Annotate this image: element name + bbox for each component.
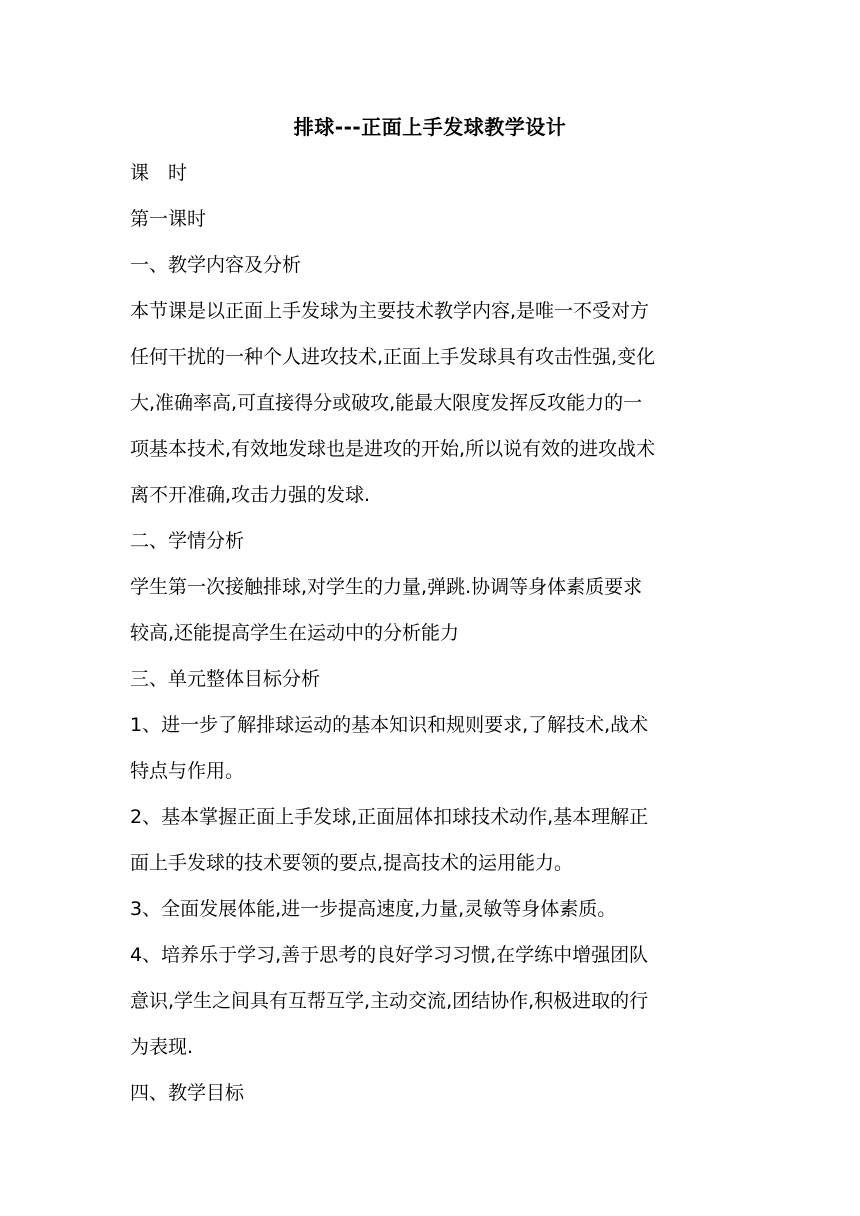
section-heading-content-analysis: 一、教学内容及分析 [130, 254, 302, 276]
paragraph-line: 2、基本掌握正面上手发球,正面屈体扣球技术动作,基本理解正 [130, 806, 649, 828]
document-page [130, 112, 730, 1116]
paragraph-line: 本节课是以正面上手发球为主要技术教学内容,是唯一不受对方 [130, 300, 650, 322]
section-heading-unit-goals: 三、单元整体目标分析 [130, 668, 321, 690]
lesson-period-label: 课 时 [130, 162, 188, 184]
paragraph-line: 4、培养乐于学习,善于思考的良好学习习惯,在学练中增强团队 [130, 944, 649, 966]
unit-goal-1 [130, 702, 730, 794]
paragraph-line: 大,准确率高,可直接得分或破攻,能最大限度发挥反攻能力的一 [130, 392, 643, 414]
paragraph-line: 意识,学生之间具有互帮互学,主动交流,团结协作,积极进取的行 [130, 990, 649, 1012]
lesson-period-value: 第一课时 [130, 208, 207, 230]
student-analysis-paragraph [130, 564, 730, 656]
paragraph-line: 任何干扰的一种个人进攻技术,正面上手发球具有攻击性强,变化 [130, 346, 656, 368]
unit-goal-4 [130, 932, 730, 1070]
paragraph-line: 为表现. [130, 1036, 194, 1058]
paragraph-line: 项基本技术,有效地发球也是进攻的开始,所以说有效的进攻战术 [130, 438, 656, 460]
paragraph-line: 较高,还能提高学生在运动中的分析能力 [130, 622, 460, 644]
paragraph-line: 离不开准确,攻击力强的发球. [130, 484, 371, 506]
content-analysis-paragraph [130, 288, 730, 518]
unit-goal-2 [130, 794, 730, 886]
paragraph-line: 特点与作用。 [130, 760, 245, 782]
paragraph-line: 学生第一次接触排球,对学生的力量,弹跳.协调等身体素质要求 [130, 576, 643, 598]
section-heading-student-analysis: 二、学情分析 [130, 530, 245, 552]
section-heading-teaching-goals: 四、教学目标 [130, 1082, 245, 1104]
unit-goal-3 [130, 886, 730, 932]
paragraph-line: 3、全面发展体能,进一步提高速度,力量,灵敏等身体素质。 [130, 898, 617, 920]
document-title: 排球---正面上手发球教学设计 [293, 115, 567, 139]
paragraph-line: 1、进一步了解排球运动的基本知识和规则要求,了解技术,战术 [130, 714, 649, 736]
paragraph-line: 面上手发球的技术要领的要点,提高技术的运用能力。 [130, 852, 574, 874]
